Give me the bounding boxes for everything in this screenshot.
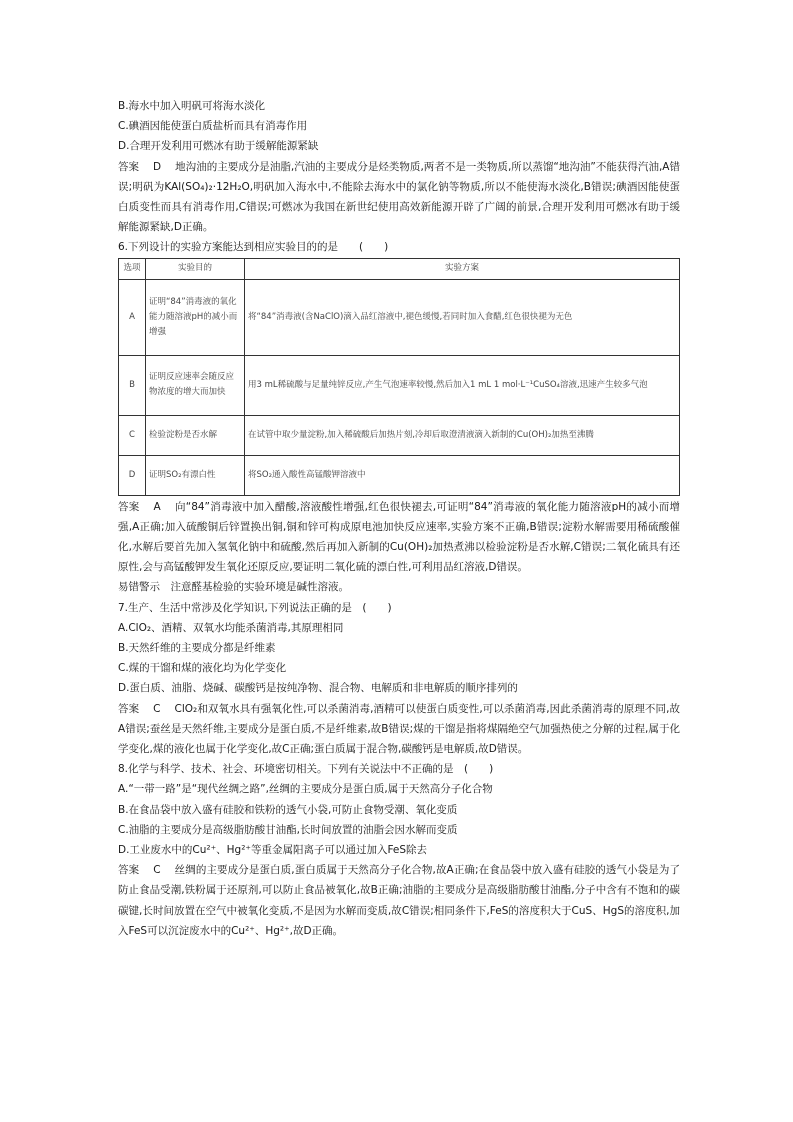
answer-key: A [153,500,161,513]
q8-option-c: C.油脂的主要成分是高级脂肪酸甘油酯,长时间放置的油脂会因水解而变质 [118,823,458,836]
row-option: C [119,415,146,455]
row-plan: 将“84”消毒液(含NaClO)滴入品红溶液中,褪色缓慢,若同时加入食醋,红色很快褪为无色 [245,279,680,355]
answer-5 [118,157,680,238]
q7-option-c: C.煤的干馏和煤的液化均为化学变化 [118,662,287,675]
answer-7 [118,699,680,760]
q7-option-d: D.蛋白质、油脂、烧碱、碳酸钙是按纯净物、混合物、电解质和非电解质的顺序排列的 [118,682,518,695]
table-row [119,415,680,455]
table-row [119,279,680,355]
q8-option-a: A.“一带一路”是“现代丝绸之路”,丝绸的主要成分是蛋白质,属于天然高分子化合物 [118,783,493,796]
header-option: 选项 [119,258,146,279]
answer-label: 答案 [118,160,140,173]
answer-explanation: 丝绸的主要成分是蛋白质,蛋白质属于天然高分子化合物,故A正确;在食品袋中放入盛有硅胶的透气小袋是为了防止食品受潮,铁粉属于还原剂,可以防止食品被氧化,故B正确;油脂的主要成分是高级脂肪酸甘油酯,分子中含有不饱和的碳碳键,长时间放置在空气中被氧化变质,不是因为水解而变质,故C错误;相同条件下,FeS的溶度积大于CuS、HgS的溶度积,加入FeS可以沉淀废水中的Cu²⁺、Hg²⁺,故D正确。 [118,864,680,937]
document-page [118,96,680,941]
q8-stem: 8.化学与科学、技术、社会、环境密切相关。下列有关说法中不正确的是 ( ) [118,763,494,776]
answer-explanation: 地沟油的主要成分是油脂,汽油的主要成分是烃类物质,两者不是一类物质,所以蒸馏“地沟油”不能获得汽油,A错误;明矾为KAl(SO₄)₂·12H₂O,明矾加入海水中,不能除去海水中的氯化钠等物质,所以不能使海水淡化,B错误;碘酒因能使蛋白质变性而具有消毒作用,C错误;可燃冰为我国在新世纪使用高效新能源开辟了广阔的前景,合理开发利用可燃冰有助于缓解能源紧缺,D正确。 [118,160,680,234]
q7-stem: 7.生产、生活中常涉及化学知识,下列说法正确的是 ( ) [118,601,392,614]
answer-label: 答案 [118,500,140,513]
row-plan: 在试管中取少量淀粉,加入稀硫酸后加热片刻,冷却后取澄清液滴入新制的Cu(OH)₂加热至沸腾 [245,415,680,455]
row-option: B [119,355,146,415]
row-purpose: 证明SO₂有漂白性 [146,455,245,495]
answer-explanation: 向“84”消毒液中加入醋酸,溶液酸性增强,红色很快褪去,可证明“84”消毒液的氧化能力随溶液pH的减小而增强,A正确;加入硫酸铜后锌置换出铜,铜和锌可构成原电池加快反应速率,实验方案不正确,B错误;淀粉水解需要用稀硫酸催化,水解后要首先加入氢氧化钠中和硫酸,然后再加入新制的Cu(OH)₂加热煮沸以检验淀粉是否水解,C错误;二氧化硫具有还原性,会与高锰酸钾发生氧化还原反应,要证明二氧化硫的漂白性,可利用品红溶液,D错误。 [118,500,680,574]
table-header-row [119,258,680,279]
q8-option-d: D.工业废水中的Cu²⁺、Hg²⁺等重金属阳离子可以通过加入FeS除去 [118,844,428,857]
row-purpose: 证明反应速率会随反应物浓度的增大而加快 [146,355,245,415]
q5-option-c: C.碘酒因能使蛋白质盐析而具有消毒作用 [118,120,308,133]
row-plan: 将SO₂通入酸性高锰酸钾溶液中 [245,455,680,495]
q5-option-d: D.合理开发利用可燃冰有助于缓解能源紧缺 [118,140,319,153]
q6-table [118,258,680,496]
header-purpose: 实验目的 [146,258,245,279]
answer-label: 答案 [118,702,140,715]
answer-explanation: ClO₂和双氧水具有强氧化性,可以杀菌消毒,酒精可以使蛋白质变性,可以杀菌消毒,因此杀菌消毒的原理不同,故A错误;蚕丝是天然纤维,主要成分是蛋白质,不是纤维素,故B错误;煤的干馏是指将煤隔绝空气加强热使之分解的过程,属于化学变化,煤的液化也属于化学变化,故C正确;蛋白质属于混合物,碳酸钙是电解质,故D错误。 [118,702,680,756]
answer-label: 答案 [118,864,140,877]
q5-option-b: B.海水中加入明矾可将海水淡化 [118,100,266,112]
q6-stem: 6.下列设计的实验方案能达到相应实验目的的是 ( ) [118,241,389,254]
answer-6 [118,497,680,578]
header-plan: 实验方案 [245,258,680,279]
error-warning: 易错警示 注意醛基检验的实验环境是碱性溶液。 [118,581,349,594]
row-purpose: 证明“84”消毒液的氧化能力随溶液pH的减小而增强 [146,279,245,355]
table-row [119,355,680,415]
answer-8 [118,860,680,941]
q7-option-b: B.天然纤维的主要成分都是纤维素 [118,642,276,655]
row-purpose: 检验淀粉是否水解 [146,415,245,455]
row-option: D [119,455,146,495]
answer-key: D [153,160,162,173]
answer-key: C [153,864,161,877]
q7-option-a: A.ClO₂、酒精、双氧水均能杀菌消毒,其原理相同 [118,621,344,634]
q8-option-b: B.在食品袋中放入盛有硅胶和铁粉的透气小袋,可防止食物受潮、氧化变质 [118,803,458,816]
row-plan: 用3 mL稀硫酸与足量纯锌反应,产生气泡速率较慢,然后加入1 mL 1 mol·L⁻¹CuSO₄溶液,迅速产生较多气泡 [245,355,680,415]
table-row [119,455,680,495]
row-option: A [119,279,146,355]
answer-key: C [153,702,161,715]
